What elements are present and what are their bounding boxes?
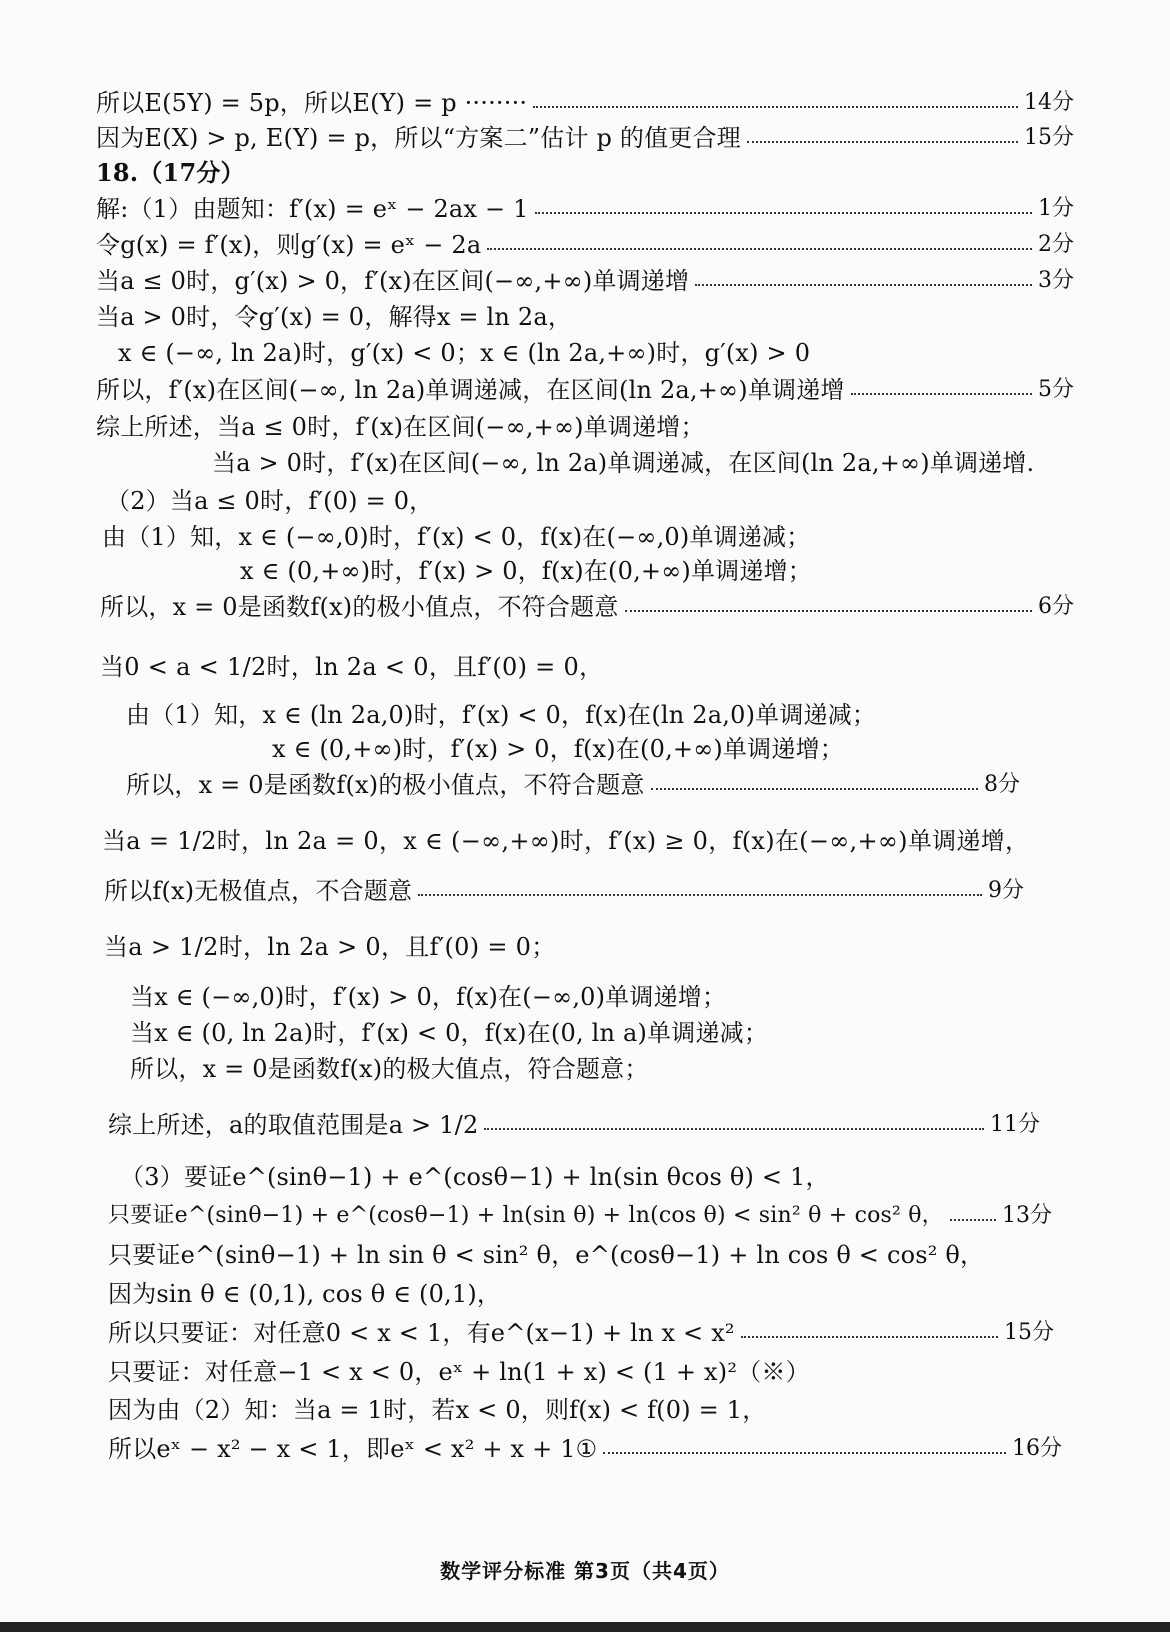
line-27 [120, 1160, 1074, 1194]
leader-dots [418, 894, 982, 896]
line-text: 所以，f′(x)在区间(−∞, ln 2a)单调递减，在区间(ln 2a,+∞)单调递增 [96, 376, 845, 404]
line-text: 由（1）知，x ∈ (−∞,0)时，f′(x) < 0，f(x)在(−∞,0)单调递减； [102, 523, 811, 551]
line-10 [96, 410, 1074, 444]
line-34 [108, 1432, 1062, 1466]
line-5 [96, 228, 1074, 262]
line-28 [108, 1199, 1052, 1233]
line-text: 只要证e^(sinθ−1) + ln sin θ < sin² θ，e^(cosθ−1) + ln cos θ < cos² θ， [108, 1241, 985, 1269]
line-text: 所以，x = 0是函数f(x)的极小值点，不符合题意 [100, 593, 619, 621]
line-13 [102, 520, 1074, 554]
line-32 [108, 1355, 1074, 1389]
line-text: 当a > 0时，令g′(x) = 0，解得x = ln 2a， [96, 303, 573, 331]
line-text: x ∈ (0,+∞)时，f′(x) > 0，f(x)在(0,+∞)单调递增； [240, 557, 812, 585]
line-31 [108, 1316, 1054, 1350]
score-label: 5分 [1038, 377, 1074, 402]
scan-edge-bar [0, 1622, 1170, 1632]
leader-dots [741, 1336, 998, 1338]
line-19 [126, 768, 1020, 802]
leader-dots [625, 610, 1032, 612]
line-text: x ∈ (0,+∞)时，f′(x) > 0，f(x)在(0,+∞)单调递增； [272, 735, 844, 763]
line-text: 所以eˣ − x² − x < 1，即eˣ < x² + x + 1① [108, 1435, 598, 1463]
line-text: 当a > 0时，f′(x)在区间(−∞, ln 2a)单调递减，在区间(ln 2a,+∞)单调递增. [212, 449, 1035, 477]
line-text: 因为sin θ ∈ (0,1), cos θ ∈ (0,1)， [108, 1280, 502, 1308]
line-33 [108, 1393, 1074, 1427]
line-20 [102, 824, 1140, 858]
line-26 [108, 1108, 1040, 1142]
line-9 [96, 373, 1074, 407]
leader-dots [851, 393, 1032, 395]
leader-dots [950, 1219, 996, 1221]
line-2 [96, 121, 1074, 155]
line-7 [96, 300, 1074, 334]
score-label: 13分 [1002, 1203, 1052, 1228]
line-text: 18.（17分） [96, 158, 245, 187]
line-text: 当0 < a < 1/2时，ln 2a < 0，且f′(0) = 0， [100, 653, 604, 681]
line-text: 所以只要证：对任意0 < x < 1，有e^(x−1) + ln x < x² [108, 1319, 735, 1347]
score-label: 16分 [1012, 1436, 1062, 1461]
leader-dots [484, 1128, 984, 1130]
score-label: 6分 [1038, 594, 1074, 619]
leader-dots [533, 106, 1018, 108]
line-text: （2）当a ≤ 0时，f′(0) = 0， [106, 487, 434, 515]
line-text: 当a > 1/2时，ln 2a > 0，且f′(0) = 0； [104, 933, 556, 961]
line-text: 当a = 1/2时，ln 2a = 0，x ∈ (−∞,+∞)时，f′(x) ≥ 0，f(x)在(−∞,+∞)单调递增， [102, 827, 1030, 855]
line-text: 综上所述，a的取值范围是a > 1/2 [108, 1111, 479, 1139]
score-label: 9分 [988, 878, 1024, 903]
score-label: 14分 [1024, 90, 1074, 115]
leader-dots [603, 1452, 1006, 1454]
line-11 [212, 446, 1130, 480]
score-label: 8分 [984, 772, 1020, 797]
line-29 [108, 1238, 1074, 1272]
line-24 [130, 1016, 1074, 1050]
line-text: 当x ∈ (−∞,0)时，f′(x) > 0，f(x)在(−∞,0)单调递增； [130, 983, 727, 1011]
line-text: 所以，x = 0是函数f(x)的极小值点，不符合题意 [126, 771, 645, 799]
line-22 [104, 930, 1074, 964]
line-text: 解:（1）由题知：f′(x) = eˣ − 2ax − 1 [96, 195, 529, 223]
line-30 [108, 1277, 1074, 1311]
line-text: 只要证e^(sinθ−1) + e^(cosθ−1) + ln(sin θ) + ln(cos θ) < sin² θ + cos² θ， [108, 1203, 944, 1228]
leader-dots [747, 141, 1018, 143]
score-label: 2分 [1038, 232, 1074, 257]
line-text: 所以E(5Y) = 5p，所以E(Y) = p ········ [96, 89, 528, 117]
line-12 [106, 484, 1074, 518]
line-16 [100, 650, 1074, 684]
line-4 [96, 192, 1074, 226]
line-text: 只要证：对任意−1 < x < 0，eˣ + ln(1 + x) < (1 + x)²（※） [108, 1358, 810, 1386]
line-text: 所以，x = 0是函数f(x)的极大值点，符合题意； [130, 1055, 649, 1083]
line-6 [96, 264, 1074, 298]
leader-dots [487, 248, 1032, 250]
page-footer: 数学评分标准 第3页（共4页） [440, 1559, 730, 1583]
line-text: 因为E(X) > p, E(Y) = p，所以“方案二”估计 p 的值更合理 [96, 124, 741, 152]
score-label: 11分 [990, 1112, 1040, 1137]
leader-dots [535, 212, 1032, 214]
line-17 [126, 698, 1074, 732]
line-15 [100, 590, 1074, 624]
line-text: 综上所述，当a ≤ 0时，f′(x)在区间(−∞,+∞)单调递增； [96, 413, 705, 441]
line-18 [272, 732, 1074, 766]
line-23 [130, 980, 1074, 1014]
score-label: 15分 [1004, 1320, 1054, 1345]
line-21 [104, 874, 1024, 908]
line-text: （3）要证e^(sinθ−1) + e^(cosθ−1) + ln(sin θcos θ) < 1， [120, 1163, 830, 1191]
line-text: 当x ∈ (0, ln 2a)时，f′(x) < 0，f(x)在(0, ln a)单调递减； [130, 1019, 769, 1047]
line-8 [118, 336, 1074, 370]
line-25 [130, 1052, 1074, 1086]
line-text: 所以f(x)无极值点，不合题意 [104, 877, 413, 905]
line-text: 令g(x) = f′(x)，则g′(x) = eˣ − 2a [96, 231, 482, 259]
line-text: 由（1）知，x ∈ (ln 2a,0)时，f′(x) < 0，f(x)在(ln 2a,0)单调递减； [126, 701, 877, 729]
score-label: 15分 [1024, 125, 1074, 150]
line-text: x ∈ (−∞, ln 2a)时，g′(x) < 0；x ∈ (ln 2a,+∞)时，g′(x) > 0 [118, 339, 811, 367]
score-label: 1分 [1038, 196, 1074, 221]
score-label: 3分 [1038, 268, 1074, 293]
line-text: 当a ≤ 0时，g′(x) > 0，f′(x)在区间(−∞,+∞)单调递增 [96, 267, 690, 295]
leader-dots [651, 788, 978, 790]
leader-dots [695, 284, 1032, 286]
question-heading [96, 156, 1074, 190]
line-14 [240, 554, 1074, 588]
line-1 [96, 86, 1074, 120]
line-text: 因为由（2）知：当a = 1时，若x < 0，则f(x) < f(0) = 1， [108, 1396, 767, 1424]
